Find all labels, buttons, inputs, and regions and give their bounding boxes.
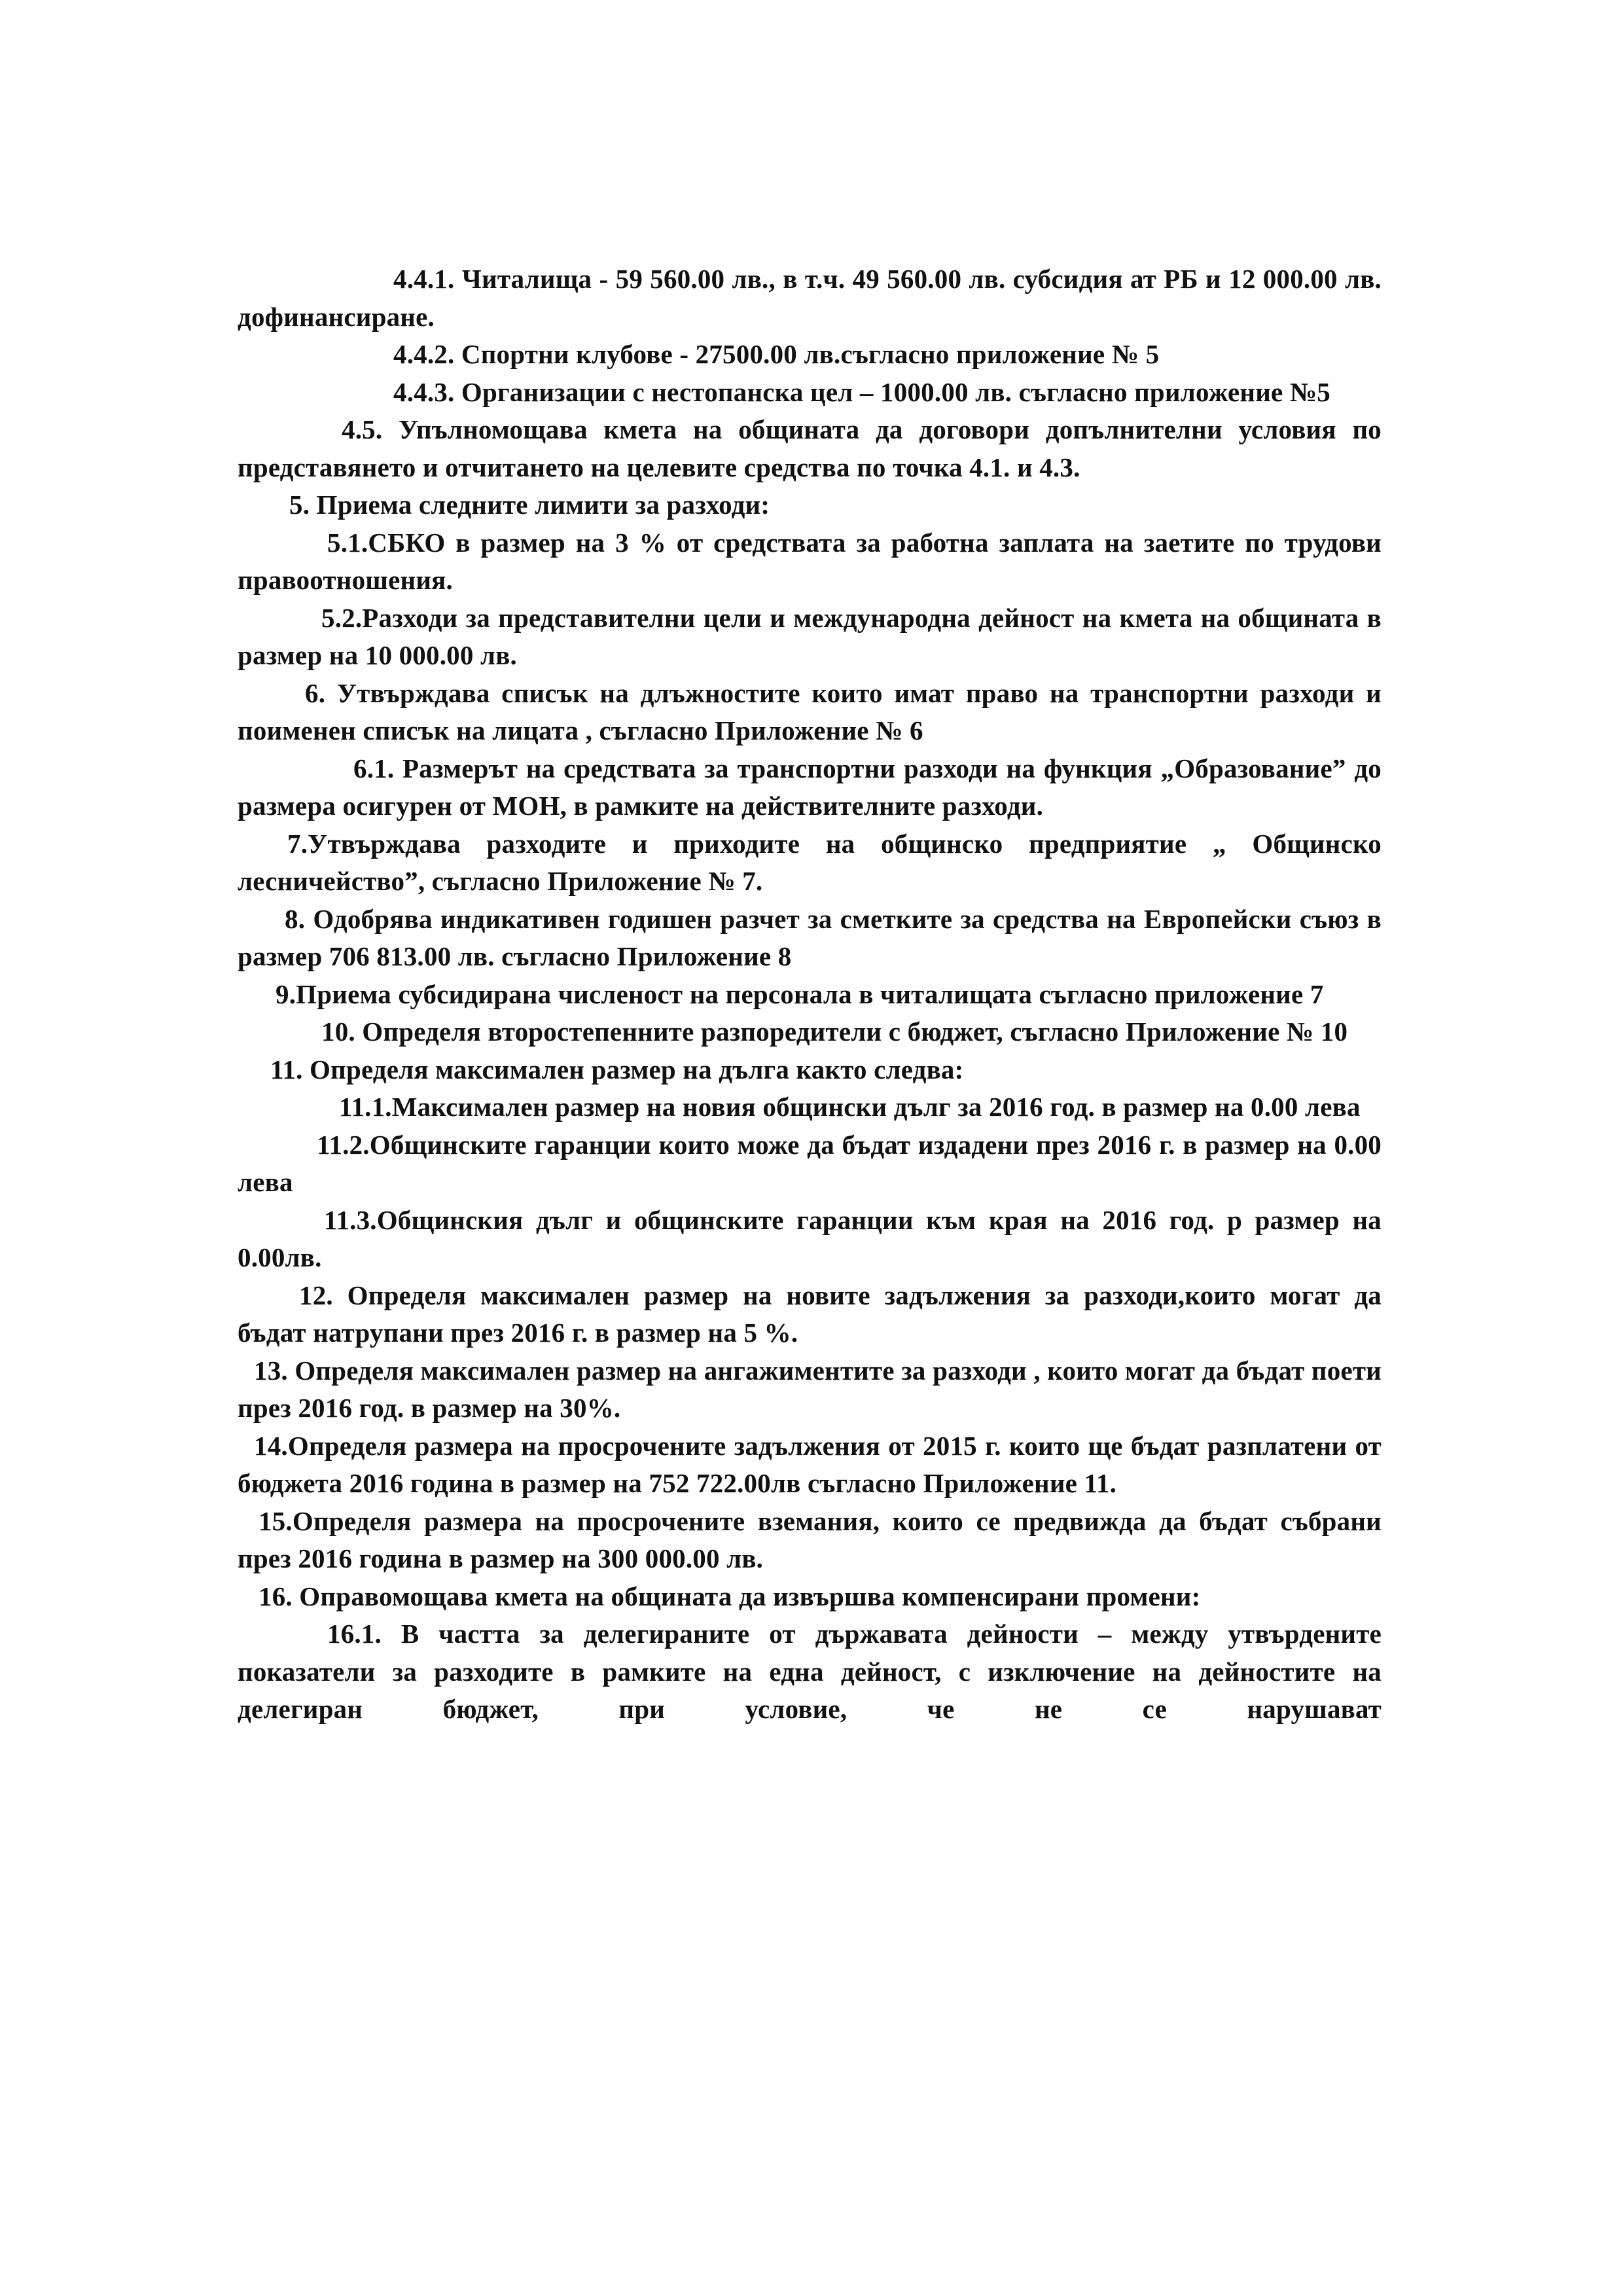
paragraph-11-2: 11.2.Общинските гаранции които може да бъдат издадени през 2016 г. в размер на 0.00 лева	[238, 1129, 1382, 1197]
paragraph-11-1: 11.1.Максимален размер на новия общински дълг за 2016 год. в размер на 0.00 лева	[339, 1092, 1361, 1122]
paragraph-15: 15.Определя размера на просрочените вземания, които се предвижда да бъдат събрани през 2016 година в размер на 300 000.00 лв.	[238, 1505, 1382, 1573]
paragraph-10: 10. Определя второстепенните разпоредители с бюджет, съгласно Приложение № 10	[321, 1016, 1348, 1047]
paragraph-5-2: 5.2.Разходи за представителни цели и международна дейност на кмета на общината в размер на 10 000.00 лв.	[238, 602, 1382, 670]
paragraph-6-1: 6.1. Размерът на средствата за транспортни разходи на функция „Образование” до размера осигурен от МОН, в рамките на действителните разходи.	[238, 753, 1382, 821]
paragraph-7: 7.Утвърждава разходите и приходите на общинско предприятие „ Общинско лесничейство”, съгласно Приложение № 7.	[238, 828, 1382, 896]
paragraph-8: 8. Одобрява индикативен годишен разчет за сметките за средства на Европейски съюз в размер 706 813.00 лв. съгласно Приложение 8	[238, 903, 1382, 971]
paragraph-11-3: 11.3.Общинския дълг и общинските гаранции към края на 2016 год. р размер на 0.00лв.	[238, 1204, 1382, 1272]
paragraph-16: 16. Оправомощава кмета на общината да извършва компенсирани промени:	[259, 1581, 1201, 1611]
paragraph-4-5: 4.5. Упълномощава кмета на общината да договори допълнителни условия по представянето и отчитането на целевите средства по точка 4.1. и 4.3.	[238, 414, 1382, 482]
document-body	[238, 260, 1382, 1729]
paragraph-13: 13. Определя максимален размер на ангажиментите за разходи , които могат да бъдат поети през 2016 год. в размер на 30%.	[238, 1355, 1382, 1423]
paragraph-4-4-1: 4.4.1. Читалища - 59 560.00 лв., в т.ч. 49 560.00 лв. субсидия ат РБ и 12 000.00 лв. дофинансиране.	[238, 264, 1382, 332]
paragraph-5: 5. Приема следните лимити за разходи:	[289, 490, 770, 520]
paragraph-4-4-2: 4.4.2. Спортни клубове - 27500.00 лв.съгласно приложение № 5	[393, 339, 1160, 369]
paragraph-5-1: 5.1.СБКО в размер на 3 % от средствата за работна заплата на заетите по трудови правоотношения.	[238, 527, 1382, 595]
paragraph-6: 6. Утвърждава списък на длъжностите които имат право на транспортни разходи и поименен списък на лицата , съгласно Приложение № 6	[238, 677, 1382, 745]
paragraph-4-4-3: 4.4.3. Организации с нестопанска цел – 1000.00 лв. съгласно приложение №5	[393, 376, 1331, 407]
paragraph-14: 14.Определя размера на просрочените задължения от 2015 г. които ще бъдат разплатени от бюджета 2016 година в размер на 752 722.00лв съгласно Приложение 11.	[238, 1430, 1382, 1498]
paragraph-11: 11. Определя максимален размер на дълга както следва:	[270, 1054, 964, 1085]
paragraph-9: 9.Приема субсидирана численост на персонала в читалищата съгласно приложение 7	[276, 978, 1324, 1009]
paragraph-12: 12. Определя максимален размер на новите задължения за разходи,които могат да бъдат натрупани през 2016 г. в размер на 5 %.	[238, 1280, 1382, 1348]
paragraph-16-1: 16.1. В частта за делегираните от държавата дейности – между утвърдените показатели за разходите в рамките на една дейност, с изключение на дейностите на делегиран бюджет, при условие, че не се нарушават	[238, 1619, 1382, 1724]
